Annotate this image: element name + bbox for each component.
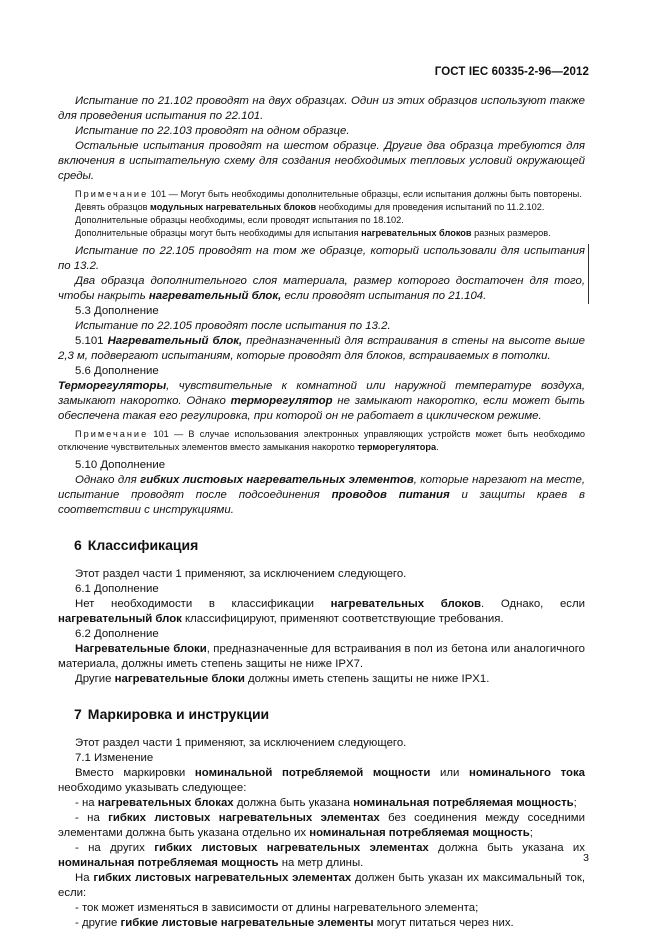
list-item: - другие гибкие листовые нагревательные элементы могут питаться через них. (75, 917, 514, 929)
note: Дополнительные образцы необходимы, если проводят испытания по 18.102. (75, 215, 404, 225)
list-item: - на нагревательных блоках должна быть указана номинальная потребляемая мощность; (75, 797, 577, 809)
paragraph: Другие нагревательные блоки должны иметь степень защиты не ниже IPX1. (75, 673, 490, 685)
note: Примечание 101 — В случае использования электронных управляющих устройств может быть необходимо отключение чувствительных элементов вместо замыкания накоротко терморегулятора. (58, 429, 585, 452)
paragraph: Однако для гибких листовых нагревательных элементов, которые нарезают на месте, испытание проводят после подсоединения проводов питания и защиты краев в соответствии с инструкциями. (58, 474, 585, 516)
note: Девять образцов модульных нагревательных блоков необходимы для проведения испытаний по 11.2.102. (75, 202, 545, 212)
paragraph: Два образца дополнительного слоя материала, размер которого достаточен для того, чтобы накрыть нагревательный блок, если проводят испытания по 21.104. (58, 275, 585, 302)
note: Примечание 101 — Могут быть необходимы дополнительные образцы, если испытания должны быть повторены. (75, 189, 582, 199)
paragraph: 5.101 Нагревательный блок, предназначенный для встраивания в стены на высоте выше 2,3 м, подвергают испытаниям, которые проводят для блоков, встраиваемых в потолки. (58, 335, 585, 362)
paragraph: Этот раздел части 1 применяют, за исключением следующего. (75, 568, 407, 580)
subclause-heading: 5.6 Дополнение (75, 365, 159, 377)
change-bar-block (58, 244, 589, 304)
standard-header: ГОСТ IEC 60335-2-96—2012 (434, 66, 589, 78)
paragraph: Испытание по 22.103 проводят на одном образце. (75, 125, 350, 137)
paragraph: Вместо маркировки номинальной потребляемой мощности или номинального тока необходимо указывать следующее: (58, 767, 585, 794)
section-heading: 7 Маркировка и инструкции (74, 706, 270, 722)
note: Дополнительные образцы могут быть необходимы для испытания нагревательных блоков разных размеров. (75, 228, 551, 238)
subclause-heading: 5.10 Дополнение (75, 459, 166, 471)
section-heading: 6 Классификация (74, 537, 199, 553)
note-label: Примечание (75, 189, 149, 199)
paragraph: Этот раздел части 1 применяют, за исключением следующего. (75, 737, 407, 749)
paragraph: Терморегуляторы, чувствительные к комнатной или наружной температуре воздуха, замыкают накоротко. Однако терморегулятор не замыкают накоротко, если может быть обеспечена такая его регулировка, при которой он не работает в циклическом режиме. (58, 380, 586, 422)
paragraph: Испытание по 22.105 проводят после испытания по 13.2. (75, 320, 391, 332)
paragraph: Испытание по 22.105 проводят на том же образце, который использовали для испытания по 13.2. (58, 245, 585, 272)
subclause-heading: 5.3 Дополнение (75, 305, 159, 317)
subclause-heading: 7.1 Изменение (75, 752, 154, 764)
paragraph: Остальные испытания проводят на шестом образце. Другие два образца требуются для включения в испытательную схему для создания необходимых тепловых условий окружающей среды. (58, 140, 585, 182)
list-item: - на других гибких листовых нагревательных элементах должна быть указана их номинальная потребляемая мощность на метр длины. (58, 842, 585, 869)
paragraph: Нагревательные блоки, предназначенные для встраивания в пол из бетона или аналогичного материала, должны иметь степень защиты не ниже IPX7. (58, 643, 586, 670)
paragraph: Нет необходимости в классификации нагревательных блоков. Однако, если нагревательный блок классифицируют, применяют соответствующие требования. (58, 598, 585, 625)
subclause-heading: 6.2 Дополнение (75, 628, 159, 640)
paragraph: На гибких листовых нагревательных элементах должен быть указан их максимальный ток, если: (58, 872, 585, 899)
list-item: - ток может изменяться в зависимости от длины нагревательного элемента; (75, 902, 479, 914)
list-item: - на гибких листовых нагревательных элементах без соединения между соседними элементами должна быть указана отдельно их номинальная потребляемая мощность; (58, 812, 585, 839)
paragraph: Испытание по 21.102 проводят на двух образцах. Один из этих образцов используют также для проведения испытания по 22.101. (58, 95, 585, 122)
page-number: 3 (583, 852, 589, 864)
subclause-heading: 6.1 Дополнение (75, 583, 159, 595)
page-body (58, 94, 585, 931)
